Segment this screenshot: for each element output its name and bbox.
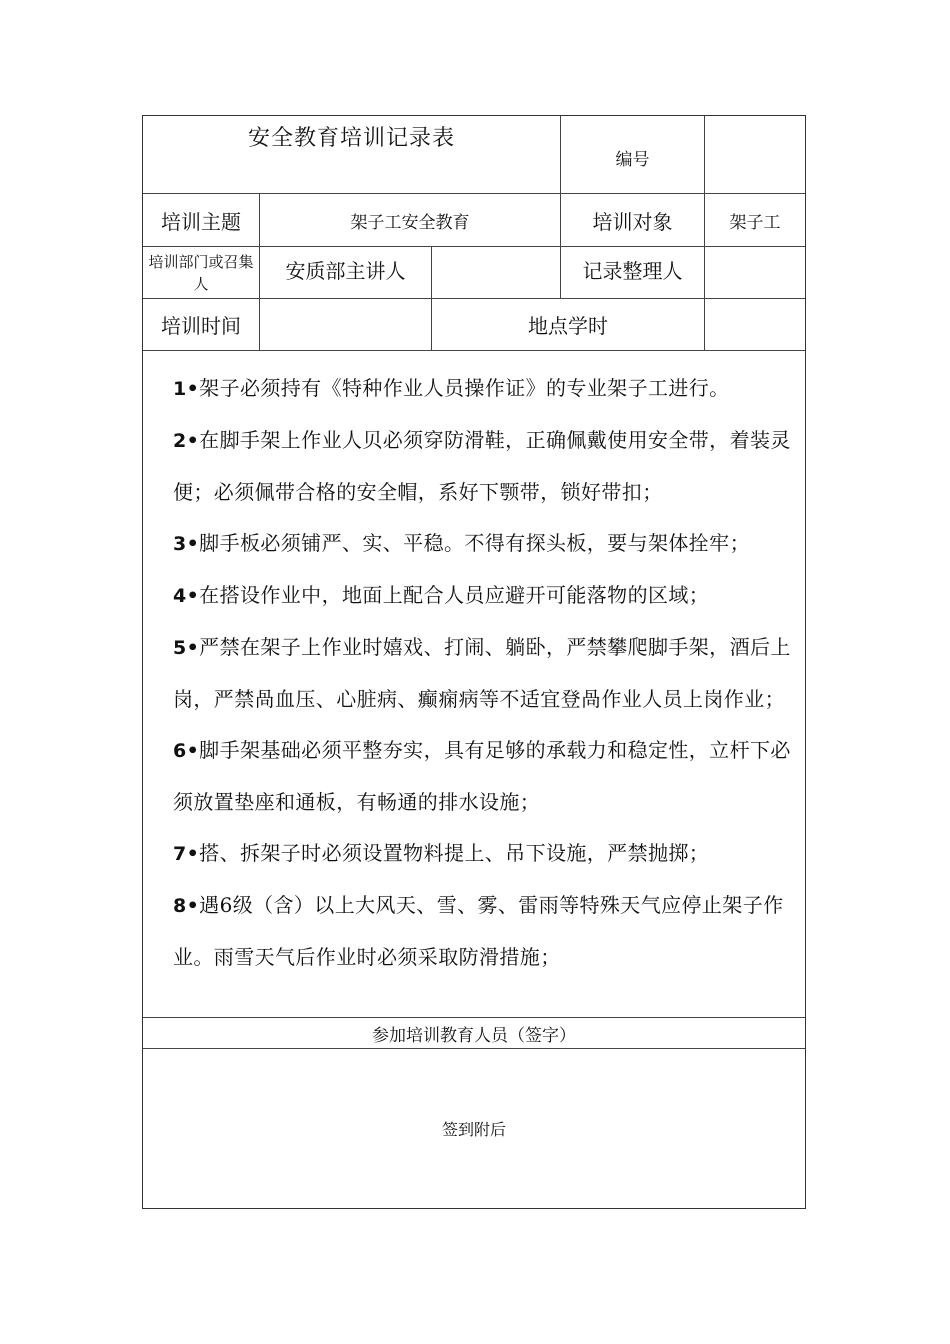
content-item: 1•架子必须持有《特种作业人员操作证》的专业架子工进行。 <box>173 376 730 400</box>
place-label: 地点学时 <box>528 314 608 338</box>
number-value[interactable] <box>705 116 805 193</box>
dept-label: 培训部门或召集人 <box>148 252 254 293</box>
content-item: 3•脚手板必须铺严、实、平稳。不得有探头板，要与架体拴牢； <box>173 531 750 555</box>
signature-note: 签到附后 <box>441 1120 506 1139</box>
training-content <box>143 351 805 1017</box>
form-title: 安全教育培训记录表 <box>247 125 455 151</box>
signature-header: 参加培训教育人员（签字） <box>372 1025 576 1046</box>
content-item: 4•在搭设作业中，地面上配合人员应避开可能落物的区域； <box>173 583 710 607</box>
place-value[interactable] <box>705 299 805 350</box>
target-value[interactable]: 架子工 <box>729 212 781 233</box>
signature-area[interactable] <box>143 1049 805 1208</box>
dept-value[interactable]: 安质部主讲人 <box>285 259 406 283</box>
time-value[interactable] <box>260 299 431 350</box>
content-item: 8•遇6级（含）以上大风天、雪、雾、雷雨等特殊天气应停止架子作业。雨雪天气后作业时必须采取防滑措施； <box>173 893 784 969</box>
topic-label: 培训主题 <box>161 209 241 234</box>
training-record-form <box>142 115 806 1209</box>
content-item: 2•在脚手架上作业人贝必须穿防滑鞋，正确佩戴使用安全带，着装灵便；必须佩带合格的安全帽，系好下颚带，锁好带扣； <box>173 428 791 504</box>
speaker-value[interactable] <box>432 247 560 298</box>
content-item: 6•脚手架基础必须平整夯实，具有足够的承载力和稳定性，立杆下必须放置垫座和通板，有畅通的排水设施； <box>173 738 791 814</box>
content-list <box>173 363 801 983</box>
topic-value[interactable]: 架子工安全教育 <box>350 212 470 233</box>
content-item: 7•搭、拆架子时必须设置物料提上、吊下设施，严禁抛掷； <box>173 841 710 865</box>
recorder-value[interactable] <box>705 247 805 298</box>
recorder-label: 记录整理人 <box>582 259 683 283</box>
number-label: 编号 <box>615 150 650 170</box>
target-label: 培训对象 <box>592 209 673 234</box>
time-label: 培训时间 <box>161 314 241 338</box>
content-item: 5•严禁在架子上作业时嬉戏、打闹、躺卧，严禁攀爬脚手架，酒后上岗，严禁咼血压、心脏病、癫痫病等不适宜登咼作业人员上岗作业； <box>173 635 791 711</box>
